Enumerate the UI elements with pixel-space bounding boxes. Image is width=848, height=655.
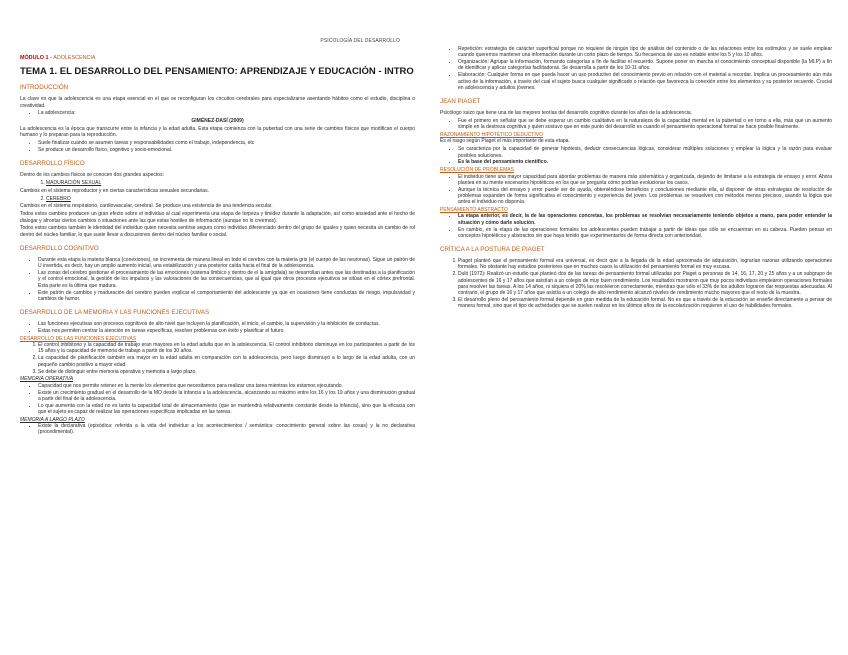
- rp-heading: RESOLUCIÓN DE PROBLEMAS: [440, 167, 514, 174]
- list-item: • Aunque la técnica del ensayo y error puede ser de ayuda, obteniéndose beneficios y conclusiones mediante ella, al disponer de otras estrategias de resolución de problemas expanden de forma significativa el conocimiento y experiencia del joven. Los problemas se resuelven con métodos menos precisos, usando la lógica que antes el individuo no disponía.: [458, 187, 832, 206]
- list-item: • La adolescencia:: [38, 110, 415, 116]
- list-item: • Este patrón de cambios y maduración del cerebro pueden explicar el comportamiento del adolescente ya que en ocasiones tiene conductas de riesgo, impulsividad y cambios de humor.: [38, 290, 415, 303]
- list-item: • Estas nos permiten centrar la atención en tareas específicas, resolver problemas con éxito y planificar el futuro.: [38, 328, 415, 334]
- fe-heading: DESARROLLO DE LAS FUNCIONES EJECUTIVAS: [20, 335, 137, 342]
- list-item: • Las zonas del cerebro gestionar el procesamiento de las emociones (sistema límbico y dentro de el la amígdala) se desarrollan antes que las destinadas a la planificación y el control emocional, la gestión de los impulsos y las valoraciones de las consecuencias, que al igual que otros procesos ejecutivos se sitúan en el córtex prefrontal. Esta parte es la última que madura.: [38, 270, 415, 289]
- module-label: [20, 55, 415, 61]
- mlp-heading: MEMORIA A LARGO PLAZO: [20, 416, 85, 423]
- pa-heading: PENSAMIENTO ABSTRACTO: [440, 207, 508, 214]
- fisico-paragraph-3: Todos estos cambios también le identidad del individuo quien necesita sentirse seguro como individuo diferenciado dentro del grupo de iguales y quien necesita un cambio de rol dentro del núcleo familiar, lo que suele llevar a discusiones dentro del núcleo familiar o social.: [20, 225, 415, 238]
- memoria-heading: DESARROLLO DE LA MEMORIA Y LAS FUNCIONES EJECUTIVAS: [20, 309, 210, 317]
- list-item: • El individuo tiene una mayor capacidad para abordar problemas de manera más sistemática y organizada, dejando de limitarse a la estrategia de ensayo y error. Ahora plantea en su mente escenarios hipotéticos en los que se pregunta cómo podrían evolucionar los casos.: [458, 174, 832, 187]
- gd-paragraph: La adolescencia es la época que transcurre entre la infancia y la edad adulta. Esta etapa comienza con la pubertad con una serie de cambios físicos que modifican el cuerpo humano y lo preparan para la reproducción.: [20, 125, 415, 139]
- list-item-text: Es la base del pensamiento científico.: [458, 159, 549, 166]
- module-prefix: MÓDULO 1 -: [20, 55, 54, 61]
- mo-list: [20, 383, 415, 416]
- rhd-list: [440, 146, 832, 165]
- list-item: • Suele finalizar cuando se asumen tareas y responsabilidades como el trabajo, independencia, etc: [38, 140, 415, 146]
- piaget-paragraph: Psicólogo suizo que tiene una de las mejores teorías del desarrollo cognitivo durante los años de la adolescencia.: [440, 110, 693, 117]
- pa-list: [440, 213, 832, 239]
- strategies-list: [440, 46, 832, 91]
- intro-paragraph: La clave es que la adolescencia es una etapa esencial en el que se reconfiguran los circuitos cerebrales para especializarse asentando hábitos como el estudio, disciplina o creatividad.: [20, 96, 415, 109]
- fe-list: [20, 342, 415, 375]
- list-item: • Organización: Agrupar la información, formando categorías a fin de facilitar el recuerdo. Supone poner en marcha el conocimiento conceptual disponible (la MLP) a fin de identificar y aplicar categorías facilitadoras. Se desarrolla a partir de los 10-11 años.: [458, 59, 832, 72]
- list-item: [46, 196, 415, 202]
- cognitivo-heading: DESARROLLO COGNITIVO: [20, 244, 99, 252]
- list-item: • Las funciones ejecutivas son procesos cognitivos de alto nivel que incluyen la planificación, el inicio, el cambio, la supervisión y la inhibición de conductas.: [38, 321, 415, 327]
- list-item: 2. Dulit (1972): Realizó un estudio que planteó dos de las tareas de pensamiento formal utilizadas por Piaget a personas de 14, 16, 17, 20 y 25 años y a un subgrupo de adolescentes de 16 y 17 años que asistían a un colegio de muy buen rendimiento. Los resultados mostraron que muy pocos individuos emplearon operaciones formales para resolver las tareas. A los 14 años, ni siquiera el 20% las resolvieron correctamente, mientras que sólo el 33% de los adultos lograron dar respuestas adecuadas. Al contrario, el grupo de 16 y 17 años que asistía a un colegio de alto rendimiento alcanzó niveles de rendimiento mucho mayores que el resto de la muestra.: [458, 271, 832, 296]
- mlp-list: [20, 423, 415, 436]
- list-item: 3. El desarrollo pleno del pensamiento formal depende en gran medida de la educación formal. No es que a través de la educación se enseñe directamente a pensar de manera formal, sino que el tipo de actividades que se suelen realizar en los últimos años de la escolarización requieren el uso de habilidades formales.: [458, 297, 832, 310]
- list-item: [458, 213, 832, 226]
- rp-list: [440, 174, 832, 206]
- rhd-paragraph: Es el rasgo según Piaget el más importante de esta etapa.: [440, 138, 570, 145]
- list-item: • En cambio, en la etapa de las operaciones formales los adolescentes pueden trabajar a partir de ideas que sólo se encuentran en su cabeza. Pueden pensar en conceptos hipotéticos y abstractos sin que haya tenido que experimentarlos de forma directa con anterioridad.: [458, 227, 832, 240]
- list-item: • Durante esta etapa la materia blanca (conexiones), se incrementa de manera lineal en todo el cerebro con la materia gris (el cuerpo de las neuronas). Sigue un patrón de U invertida, es decir, hay un amplio aumento inicial, una estabilización y una posterior caída hacia el final de la adolescencia.: [38, 257, 415, 270]
- fisico-list-1: [28, 180, 415, 186]
- intro-list: [20, 110, 415, 116]
- module-name: ADOLESCENCIA: [53, 55, 96, 61]
- list-item: [458, 159, 832, 165]
- list-item: • Existe la declarativa (episódica: referida a la vida del individuo a los acontecimientos / semántica: conocimiento general sobre las cosas) y la no declarativa (procedimental).: [38, 423, 415, 436]
- list-item: 3. Se debe de distinguir entre memoria operativa y memoria a largo plazo.: [38, 369, 415, 375]
- list-item: • Se produce un desarrollo físico, cognitivo y socio-emocional.: [38, 147, 415, 153]
- list-item: 1. Piaget planteó que el pensamiento formal era universal, es decir que a la llegada de la edad aproximada de adquisición, lograrían razonar utilizando operaciones formales. No obstante hay estudios posteriores que en muchos casos la utilización del pensamiento formal es muy escasa.: [458, 258, 832, 271]
- memoria-list: [20, 321, 415, 334]
- cognitivo-list: [20, 257, 415, 302]
- list-item: • Elaboración: Cualquier forma en que pueda hacer un uso productivo del conocimiento previo en relación con el material a recordar. Implica un procesamiento aún más activo de la información, a través del cual el sujeto busca cualquier significado o relación que favorezca la conexión entre los elementos y su posterior recuerdo. Crucial en adolescencia y adultos jóvenes.: [458, 72, 832, 91]
- fisico-list-2: [28, 196, 415, 202]
- list-item: • Repetición: estrategia de carácter superficial porque no requiere de ningún tipo de análisis del contenido o de las relaciones entre los estímulos y se suele emplear cuando queremos mantener una información durante un corto plazo de tiempo. Su frecuencia de uso es notable entre los 5 y los 10 años.: [458, 46, 832, 59]
- list-item: • Se caracteriza por la capacidad de generar hipótesis, deducir consecuencias lógicas, considerar múltiples soluciones y emplear la lógica y la razón para evaluar posibles soluciones.: [458, 146, 832, 159]
- author-label: [20, 118, 415, 124]
- critica-heading: CRÍTICA A LA POSTURA DE PIAGET: [440, 246, 545, 254]
- page-title: TEMA 1. EL DESARROLLO DEL PENSAMIENTO: APRENDIZAJE Y EDUCACIÓN - INTRO: [20, 66, 414, 78]
- fisico-2-text: Cambios en el sistema respiratorio, cardiovascular, cerebral. Se produce una existencia de una tendencia secular.: [20, 203, 273, 210]
- list-item: • Fue el primero en señalar que se debe esperar un cambio cualitativo en la naturaleza de la capacidad mental en la pubertad o en torno a ella, más que un aumento simple en la destreza cognitiva y quien sostuvo que en este punto del desarrollo es cuando el pensamiento operacional formal se hace posible finalmente.: [458, 118, 832, 131]
- rhd-heading: RAZONAMIENTO HIPOTÉTICO DEDUCTIVO: [440, 132, 543, 139]
- author-name: GIMÉNEZ-DASÍ (2009): [191, 118, 244, 125]
- fisico-paragraph-2: Todos estos cambios producen un gran efecto sobre el individuo al cual experimenta una etapa de torpeza y timidez durante la adaptación, así como ansiedad ante el hecho de dialogar y afrontar ciertos cambios o situaciones ante las que estas hostiles de información (aunque no lo creemos).: [20, 211, 415, 224]
- right-column: [440, 46, 832, 311]
- fisico-1-text: Cambios en el sistema reproductor y en ciertas características sexuales secundarias.: [20, 187, 209, 194]
- piaget-heading: JEAN PIAGET: [440, 98, 481, 106]
- list-item: 1. El control inhibitorio y la capacidad de trabajo eran mayores en la edad adulta que en la adolescencia. El control inhibitorio disminuye en los participantes a partir de los 15 años y la capacidad de memoria de trabajo a partir de los 30 años.: [38, 342, 415, 355]
- gd-list: [20, 140, 415, 153]
- piaget-list: [440, 118, 832, 131]
- running-header: PSICOLOGÍA DEL DESARROLLO: [320, 38, 400, 44]
- list-item: • Capacidad que nos permite retener en la mente los elementos que necesitamos para realizar una tarea mientras los estamos ejecutando.: [38, 383, 415, 389]
- fisico-paragraph: Dentro de los cambios físicos se conocen dos grandes aspectos:: [20, 172, 164, 179]
- fisico-heading: DESARROLLO FÍSICO: [20, 160, 85, 168]
- list-item: 2. La capacidad de planificación también era mayor en la edad adulta en comparación con la adolescencia, pero luego disminuyó a lo largo de la edad adulta, con un pequeño cambio positivo a mayor edad.: [38, 355, 415, 368]
- mo-heading: MEMORIA OPERATIVA: [20, 376, 74, 383]
- left-column: [20, 52, 415, 437]
- intro-heading: INTRODUCCIÓN: [20, 84, 69, 92]
- list-label: CEREBRO: [46, 195, 71, 202]
- critica-list: [440, 258, 832, 310]
- list-label: MADURACIÓN SEXUAL: [46, 180, 102, 187]
- list-item: [46, 180, 415, 186]
- list-item: • Existe un crecimiento gradual en el desarrollo de la MO desde la infancia a la adolescencia, alcanzando su máximo entre los 16 y los 19 años y una disminución gradual a partir del final de la adolescencia.: [38, 390, 415, 403]
- list-item-text: La etapa anterior, es decir, la de las operaciones concretas, los problemas se resolvían necesariamente teniendo objetos a mano, para poder entender la situación y cómo darle solución.: [458, 213, 832, 226]
- list-item: • Lo que aumenta con la edad no es tanto la capacidad total de almacenamiento (que se mantendrá relativamente constante desde la infancia), sino que la eficacia con que el sujeto es capaz de realizar las operaciones específicas implicadas en las tareas.: [38, 403, 415, 416]
